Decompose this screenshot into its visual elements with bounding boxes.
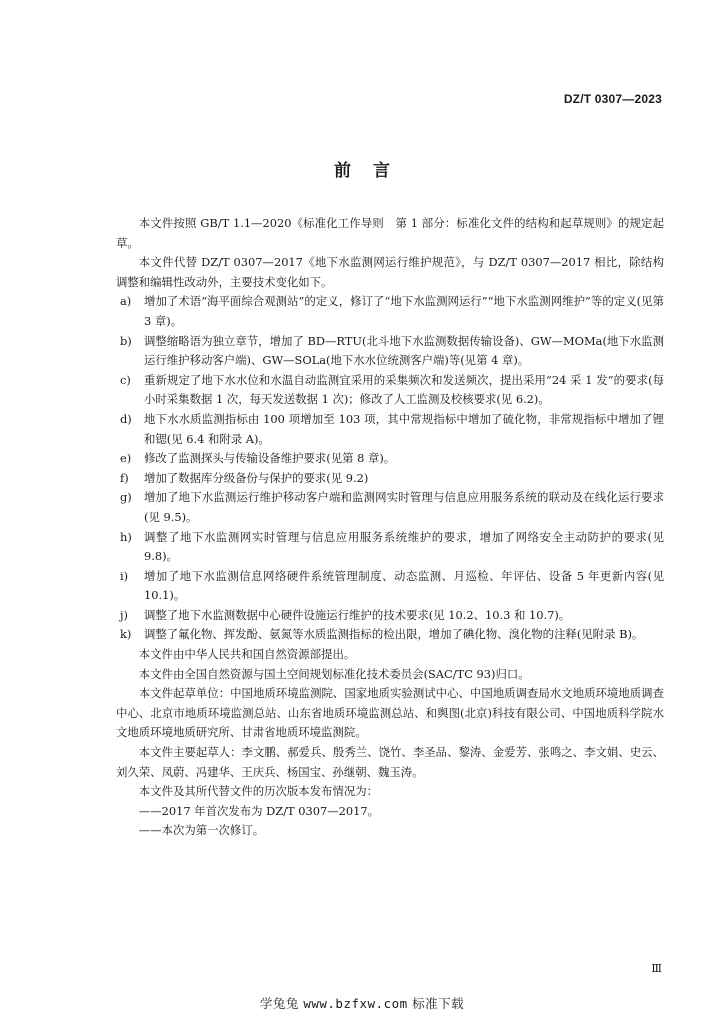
changes-list — [116, 292, 664, 645]
list-item — [116, 528, 664, 567]
list-item-label: a) — [120, 294, 132, 309]
list-item-text: 增加了术语“海平面综合观测站”的定义，修订了“地下水监测网运行”“地下水监测网维护”等的定义(见第 3 章)。 — [144, 294, 664, 328]
list-item-label: h) — [120, 529, 132, 544]
list-item — [116, 371, 664, 410]
list-item-label: g) — [120, 490, 132, 505]
intro-paragraph: 本文件代替 DZ/T 0307—2017《地下水监测网运行维护规范》，与 DZ/T 0307—2017 相比，除结构调整和编辑性改动外，主要技术变化如下。 — [116, 255, 664, 289]
list-item-label: j) — [120, 607, 128, 622]
list-item-text: 调整了氟化物、挥发酚、氨氮等水质监测指标的检出限，增加了碘化物、溴化物的注释(见附录 B)。 — [144, 627, 644, 642]
list-item-text: 增加了地下水监测信息网络硬件系统管理制度、动态监测、月巡检、年评估、设备 5 年更新内容(见 10.1)。 — [144, 568, 664, 603]
list-item-label: f) — [120, 470, 129, 485]
list-item — [116, 449, 664, 469]
list-item-label: b) — [120, 333, 132, 348]
committee-paragraph: 本文件由全国自然资源与国土空间规划标准化技术委员会(SAC/TC 93)归口。 — [138, 666, 530, 681]
standard-code: DZ/T 0307—2023 — [563, 92, 662, 106]
foreword-body — [116, 214, 664, 841]
list-item — [116, 606, 664, 626]
list-item — [116, 292, 664, 331]
list-item — [116, 567, 664, 606]
footer-watermark — [0, 994, 724, 1012]
list-item-text: 调整了地下水监测网实时管理与信息应用服务系统维护的要求，增加了网络安全主动防护的要求(见 9.8)。 — [144, 529, 664, 564]
list-item-text: 增加了数据库分级备份与保护的要求(见 9.2) — [144, 470, 369, 485]
footer-slogan: 标准下载 — [412, 996, 465, 1011]
drafting-units-paragraph: 本文件起草单位：中国地质环境监测院、国家地质实验测试中心、中国地质调查局水文地质环境地质调查中心、北京市地质环境监测总站、山东省地质环境监测总站、和舆图(北京)科技有限公司、中国地质科学院水文地质环境地质研究所、甘肃省地质环境监测院。 — [116, 686, 664, 740]
list-item-text: 调整缩略语为独立章节，增加了 BD—RTU(北斗地下水监测数据传输设备)、GW—MOMa(地下水监测运行维护移动客户端)、GW—SOLa(地下水水位统测客户端)等(见第 4 章)。 — [144, 333, 664, 368]
list-item-text: 地下水水质监测指标由 100 项增加至 103 项，其中常规指标中增加了硫化物，非常规指标中增加了锂和锶(见 6.4 和附录 A)。 — [144, 411, 664, 446]
list-item-text: 重新规定了地下水水位和水温自动监测宜采用的采集频次和发送频次，提出采用“24 采 1 发”的要求(每小时采集数据 1 次，每天发送数据 1 次)；修改了人工监测及校核要求(见 6.2)。 — [144, 372, 664, 407]
list-item — [116, 332, 664, 371]
footer-site-link[interactable]: www.bzfxw.com — [303, 996, 408, 1011]
intro-paragraph: 本文件按照 GB/T 1.1—2020《标准化工作导则 第 1 部分：标准化文件的结构和起草规则》的规定起草。 — [116, 216, 664, 250]
list-item-label: c) — [120, 372, 131, 387]
list-item-label: d) — [120, 411, 132, 426]
list-item-label: e) — [120, 451, 132, 466]
list-item-text: 增加了地下水监测运行维护移动客户端和监测网实时管理与信息应用服务系统的联动及在线化运行要求(见 9.5)。 — [144, 490, 664, 524]
page-title: 前言 — [334, 161, 412, 181]
list-item-text: 调整了地下水监测数据中心硬件设施运行维护的技术要求(见 10.2、10.3 和 10.7)。 — [144, 607, 571, 622]
history-intro-paragraph: 本文件及其所代替文件的历次版本发布情况为： — [138, 784, 379, 799]
history-item: ——本次为第一次修订。 — [138, 823, 265, 838]
list-item-text: 修改了监测探头与传输设备维护要求(见第 8 章)。 — [144, 451, 396, 466]
page-number: Ⅲ — [651, 962, 662, 975]
proposer-paragraph: 本文件由中华人民共和国自然资源部提出。 — [138, 647, 356, 662]
history-item: ——2017 年首次发布为 DZ/T 0307—2017。 — [138, 803, 380, 818]
list-item-label: i) — [120, 568, 129, 583]
drafters-paragraph: 本文件主要起草人：李文鹏、郝爱兵、殷秀兰、饶竹、李圣品、黎涛、金爱芳、张鸣之、李文娟、史云、刘久荣、凤蔚、冯建华、王庆兵、杨国宝、孙继朝、魏玉涛。 — [116, 745, 664, 779]
list-item — [116, 488, 664, 527]
list-item — [116, 625, 664, 645]
list-item — [116, 469, 664, 489]
list-item — [116, 410, 664, 449]
list-item-label: k) — [120, 627, 132, 642]
footer-brand: 学兔兔 — [259, 996, 299, 1011]
